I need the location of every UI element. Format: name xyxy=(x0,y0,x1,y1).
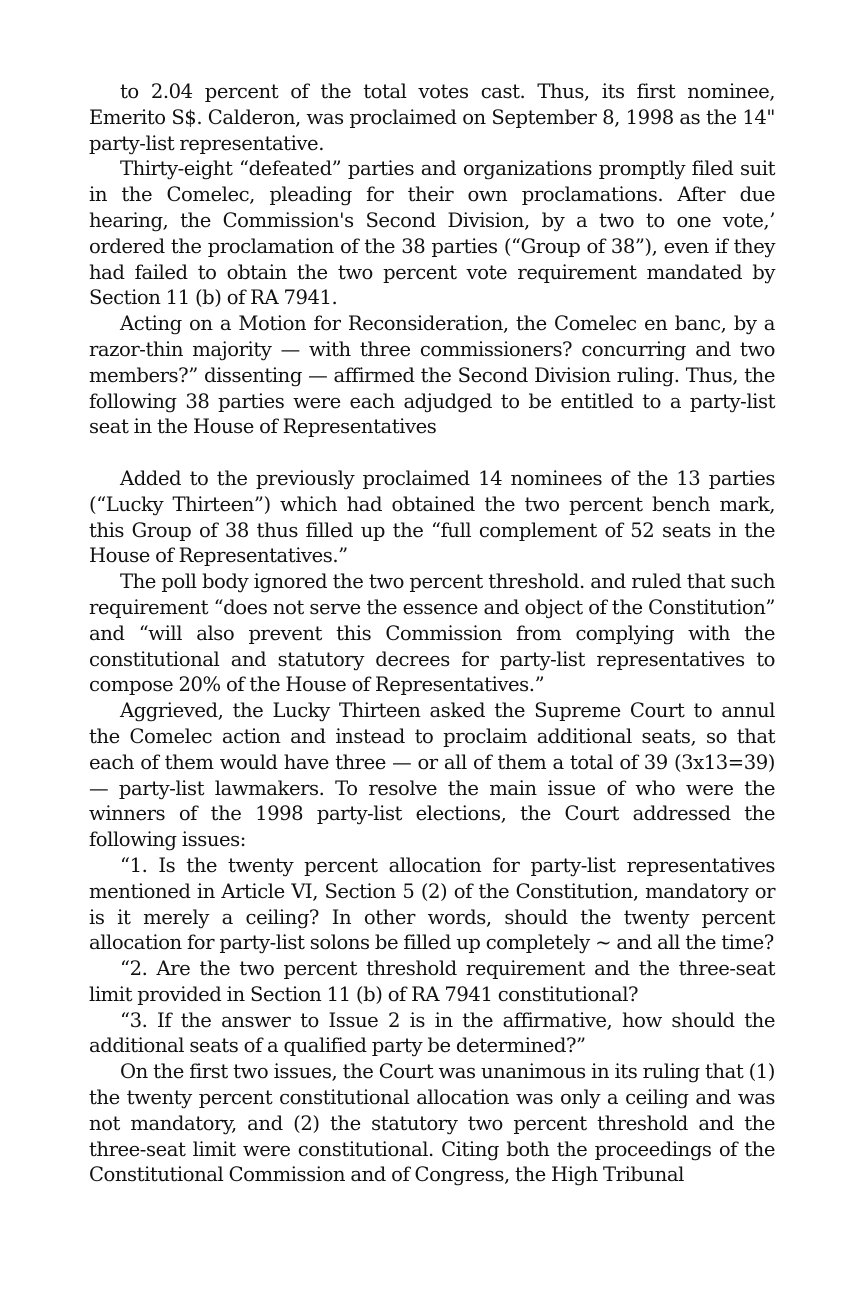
paragraph-gap xyxy=(89,440,775,466)
paragraph-aggrieved: Aggrieved, the Lucky Thirteen asked the Supreme Court to annul the Comelec action and instead to proclaim additional seats, so that each of them would have three — or all of them a total of 39 (3x13=39) — party-list lawmakers. To resolve the main issue of who were the winners of the 1998 party-list elections, the Court addressed the following issues: xyxy=(89,699,775,852)
paragraph-court-ruling: On the first two issues, the Court was unanimous in its ruling that (1) the twenty percent constitutional allocation was only a ceiling and was not mandatory, and (2) the statutory two percent threshold and the three-seat limit were constitutional. Citing both the proceedings of the Constitutional Commission and of Congress, the High Tribunal xyxy=(89,1060,775,1187)
paragraph-issue-3: “3. If the answer to Issue 2 is in the affirmative, how should the additional seats of a qualified party be determined?” xyxy=(89,1008,775,1058)
paragraph-poll-body: The poll body ignored the two percent threshold. and ruled that such requirement “does not serve the essence and object of the Constitution” and “will also prevent this Commission from complying with the constitutional and statutory decrees for party-list representatives to compose 20% of the House of Representatives.” xyxy=(89,570,775,697)
paragraph-continuation: to 2.04 percent of the total votes cast. Thus, its first nominee, Emerito S$. Calderon, was proclaimed on September 8, 1998 as the 14" party-list representative. xyxy=(89,80,775,155)
paragraph-defeated-parties: Thirty-eight “defeated” parties and organizations promptly filed suit in the Comelec, pleading for their own proclamations. After due hearing, the Commission's Second Division, by a two to one vote,’ ordered the proclamation of the 38 parties (“Group of 38”), even if they had failed to obtain the two percent vote requirement mandated by Section 11 (b) of RA 7941. xyxy=(89,157,775,310)
document-page xyxy=(89,79,775,1188)
paragraph-lucky-thirteen: Added to the previously proclaimed 14 nominees of the 13 parties (“Lucky Thirteen”) which had obtained the two percent bench mark, this Group of 38 thus filled up the “full complement of 52 seats in the House of Representatives.” xyxy=(89,466,775,568)
paragraph-issue-1: “1. Is the twenty percent allocation for party-list representatives mentioned in Article VI, Section 5 (2) of the Constitution, mandatory or is it merely a ceiling? In other words, should the twenty percent allocation for party-list solons be filled up completely ~ and all the time? xyxy=(89,853,775,955)
paragraph-motion-reconsideration: Acting on a Motion for Reconsideration, the Comelec en banc, by a razor-thin majority — with three commissioners? concurring and two members?” dissenting — affirmed the Second Division ruling. Thus, the following 38 parties were each adjudged to be entitled to a party-list seat in the House of Representatives xyxy=(89,312,775,439)
paragraph-issue-2: “2. Are the two percent threshold requirement and the three-seat limit provided in Section 11 (b) of RA 7941 constitutional? xyxy=(89,957,775,1006)
